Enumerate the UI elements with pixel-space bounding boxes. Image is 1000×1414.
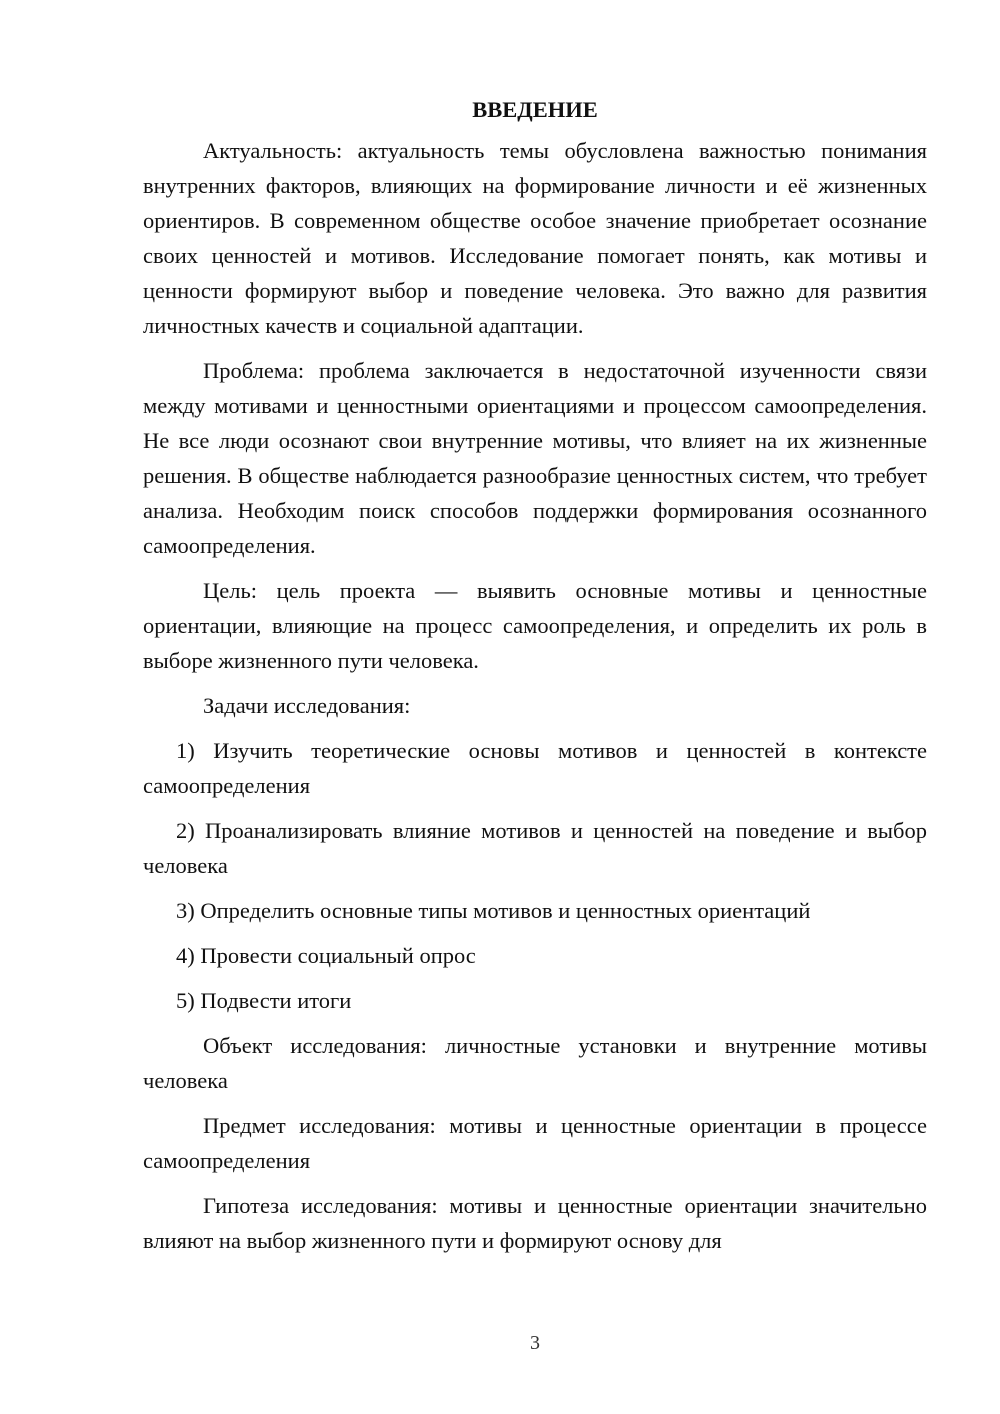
task-item-3: 3) Определить основные типы мотивов и ценностных ориентаций	[176, 898, 811, 923]
task-item-2: 2) Проанализировать влияние мотивов и ценностей на поведение и выбор человека	[143, 818, 927, 878]
paragraph-object: Объект исследования: личностные установки и внутренние мотивы человека	[143, 1033, 927, 1093]
paragraph-hypothesis: Гипотеза исследования: мотивы и ценностные ориентации значительно влияют на выбор жизненного пути и формируют основу для	[143, 1193, 927, 1253]
paragraph-goal: Цель: цель проекта — выявить основные мотивы и ценностные ориентации, влияющие на процесс самоопределения, и определить их роль в выборе жизненного пути человека.	[143, 578, 927, 673]
paragraph-problem: Проблема: проблема заключается в недостаточной изученности связи между мотивами и ценностными ориентациями и процессом самоопределения. Не все люди осознают свои внутренние мотивы, что влияет на их жизненные решения. В обществе наблюдается разнообразие ценностных систем, что требует анализа. Необходим поиск способов поддержки формирования осознанного самоопределения.	[143, 358, 927, 558]
page-number: 3	[530, 1332, 540, 1354]
page-title: ВВЕДЕНИЕ	[472, 97, 598, 122]
tasks-heading: Задачи исследования:	[203, 693, 411, 718]
document-page	[143, 92, 927, 1268]
paragraph-relevance: Актуальность: актуальность темы обусловлена важностью понимания внутренних факторов, влияющих на формирование личности и её жизненных ориентиров. В современном обществе особое значение приобретает осознание своих ценностей и мотивов. Исследование помогает понять, как мотивы и ценности формируют выбор и поведение человека. Это важно для развития личностных качеств и социальной адаптации.	[143, 138, 927, 338]
task-item-4: 4) Провести социальный опрос	[176, 943, 476, 968]
paragraph-subject: Предмет исследования: мотивы и ценностные ориентации в процессе самоопределения	[143, 1113, 927, 1173]
task-item-5: 5) Подвести итоги	[176, 988, 352, 1013]
task-item-1: 1) Изучить теоретические основы мотивов и ценностей в контексте самоопределения	[143, 738, 927, 798]
